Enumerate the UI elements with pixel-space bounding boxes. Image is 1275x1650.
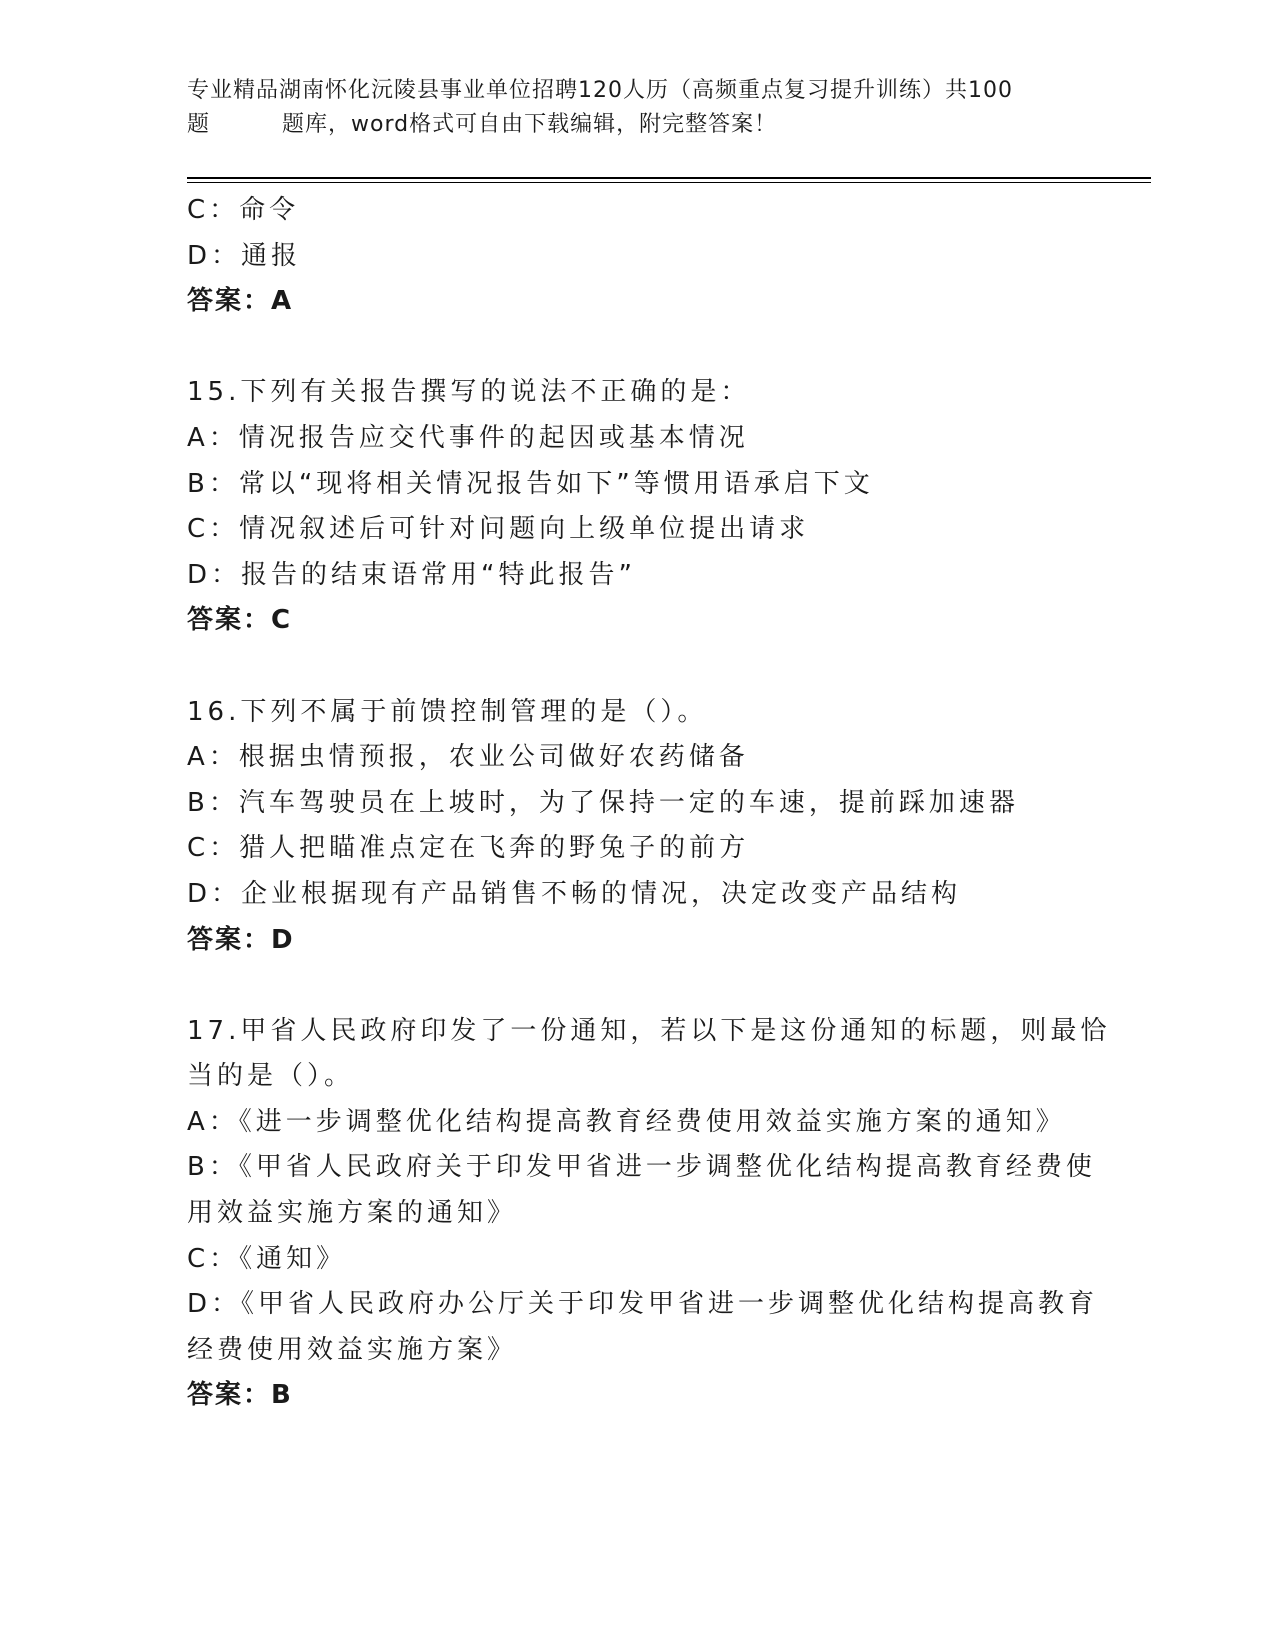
- question-17-answer: 答案：B: [187, 1380, 293, 1411]
- question-17-option-d-cont: 经费使用效益实施方案》: [187, 1334, 518, 1365]
- question-17-stem: 17.甲省人民政府印发了一份通知，若以下是这份通知的标题，则最恰: [187, 1015, 1111, 1046]
- document-header: [187, 74, 1087, 142]
- question-15-stem: 15.下列有关报告撰写的说法不正确的是：: [187, 377, 751, 408]
- question-15-option-c: C：情况叙述后可针对问题向上级单位提出请求: [187, 514, 810, 545]
- question-16-stem: 16.下列不属于前馈控制管理的是（）。: [187, 696, 708, 727]
- spacer: [187, 325, 1087, 371]
- question-15-option-b: B：常以“现将相关情况报告如下”等惯用语承启下文: [187, 468, 874, 499]
- question-content: [187, 188, 1111, 1419]
- header-line-2-start: 题: [187, 112, 211, 137]
- question-16-option-a: A：根据虫情预报，农业公司做好农药储备: [187, 742, 749, 773]
- question-17-option-d: D：《甲省人民政府办公厅关于印发甲省进一步调整优化结构提高教育: [187, 1289, 1099, 1320]
- question-17-option-c: C：《通知》: [187, 1243, 347, 1274]
- question-15-option-a: A：情况报告应交代事件的起因或基本情况: [187, 422, 749, 453]
- spacer: [187, 644, 1087, 690]
- question-17-option-a: A：《进一步调整优化结构提高教育经费使用效益实施方案的通知》: [187, 1106, 1066, 1137]
- header-line-1: 专业精品湖南怀化沅陵县事业单位招聘120人历（高频重点复习提升训练）共100: [187, 78, 1013, 103]
- prev-option-d: D：通报: [187, 240, 302, 271]
- question-16-option-d: D：企业根据现有产品销售不畅的情况，决定改变产品结构: [187, 878, 962, 909]
- header-line-2: [187, 108, 1087, 142]
- spacer: [187, 963, 1087, 1009]
- question-16-option-c: C：猎人把瞄准点定在飞奔的野兔子的前方: [187, 833, 750, 864]
- question-17-option-b-cont: 用效益实施方案的通知》: [187, 1198, 518, 1229]
- header-gap: [210, 108, 282, 142]
- header-divider-thick: [187, 177, 1151, 179]
- question-16-option-b: B：汽车驾驶员在上坡时，为了保持一定的车速，提前踩加速器: [187, 787, 1019, 818]
- question-15-answer: 答案：C: [187, 605, 293, 636]
- header-line-2-rest: 题库，word格式可自由下载编辑，附完整答案！: [282, 112, 778, 137]
- question-16-answer: 答案：D: [187, 924, 295, 955]
- header-divider-thin: [187, 182, 1151, 183]
- question-15-option-d: D：报告的结束语常用“特此报告”: [187, 559, 636, 590]
- prev-option-c: C：命令: [187, 195, 300, 225]
- question-17-stem-cont: 当的是（）。: [187, 1061, 355, 1092]
- prev-answer: 答案：A: [187, 286, 294, 317]
- question-17-option-b: B：《甲省人民政府关于印发甲省进一步调整优化结构提高教育经费使: [187, 1152, 1096, 1183]
